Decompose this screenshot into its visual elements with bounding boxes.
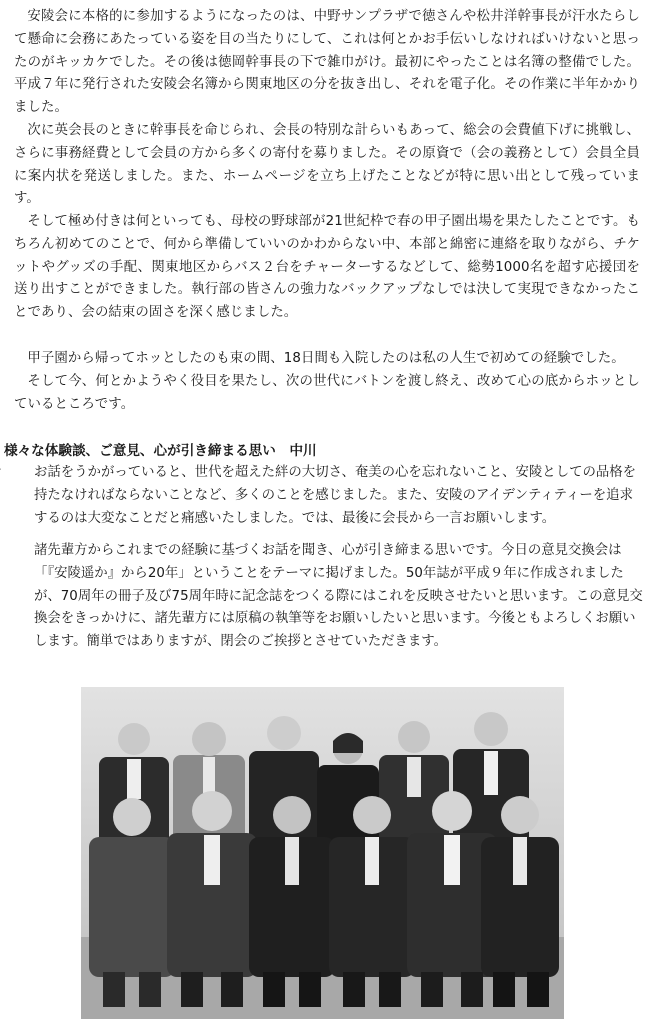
dialogue-entry-moderator	[4, 462, 644, 530]
group-photo	[81, 687, 564, 1019]
group-photo-icon	[81, 687, 564, 1019]
paragraph-5: そして今、何とかようやく役目を果たし、次の世代にバトンを渡し終え、改めて心の底からホッとしているところです。	[14, 374, 640, 412]
paragraph-1: 安陵会に本格的に参加するようになったのは、中野サンプラザで徳さんや松井洋幹事長が汗水たらして懸命に会務にあたっている姿を目の当たりにして、これは何とかお手伝いしなければいけないと思ったのがキッカケでした。その後は徳岡幹事長の下で雑巾がけ。最初にやったことは名簿の整備でした。平成７年に発行された安陵会名簿から関東地区の分を抜き出し、それを電子化。その作業に半年かかりました。	[14, 9, 640, 116]
speaker-label	[4, 540, 34, 563]
dialogue-entry-nakagawa	[4, 540, 644, 654]
paragraph-3: そして極め付きは何といっても、母校の野球部が21世紀枠で春の甲子園出場を果たしたことです。もちろん初めてのことで、何から準備していいのかわからない中、本部と綿密に連絡を取りながら、チケットやグッズの手配、関東地区からバス２台をチャーターするなどして、総勢1000名を超す応援団を送り出すことができました。執行部の皆さんの強力なバックアップなしでは決して実現できなかったことであり、会の結束の固さを深く感じました。	[14, 214, 640, 321]
section-heading: 様々な体験談、ご意見、心が引き締まる思い 中川	[4, 443, 317, 459]
paragraph-2: 次に英会長のときに幹事長を命じられ、会長の特別な計らいもあって、総会の会費値下げに挑戦し、さらに事務経費として会員の方から多くの寄付を募りました。その原資で（会の義務として）会員全員に案内状を発送しました。また、ホームページを立ち上げたことなどが特に思い出として残っています。	[14, 123, 640, 207]
paragraph-4: 甲子園から帰ってホッとしたのも束の間、18日間も入院したのは私の人生で初めての経験でした。	[27, 351, 625, 366]
speaker-label	[4, 462, 34, 485]
speaker-text: 諸先輩方からこれまでの経験に基づくお話を聞き、心が引き締まる思いです。今日の意見交換会は「『安陵遥か』から20年」ということをテーマに掲げました。50年誌が平成９年に作成されましたが、70周年の冊子及び75周年時に記念誌をつくる際にはこれを反映させたいと思います。この意見交換会をきっかけに、諸先輩方には原稿の執筆等をお願いしたいと思います。今後ともよろしくお願いします。簡単ではありますが、閉会のご挨拶とさせていただきます。	[34, 543, 643, 650]
speaker-text: お話をうかがっていると、世代を超えた絆の大切さ、奄美の心を忘れないこと、安陵としての品格を持たなければならないことなど、多くのことを感じました。また、安陵のアイデンティティーを追求するのは大変なことだと痛感いたしました。では、最後に会長から一言お願いします。	[34, 465, 637, 526]
